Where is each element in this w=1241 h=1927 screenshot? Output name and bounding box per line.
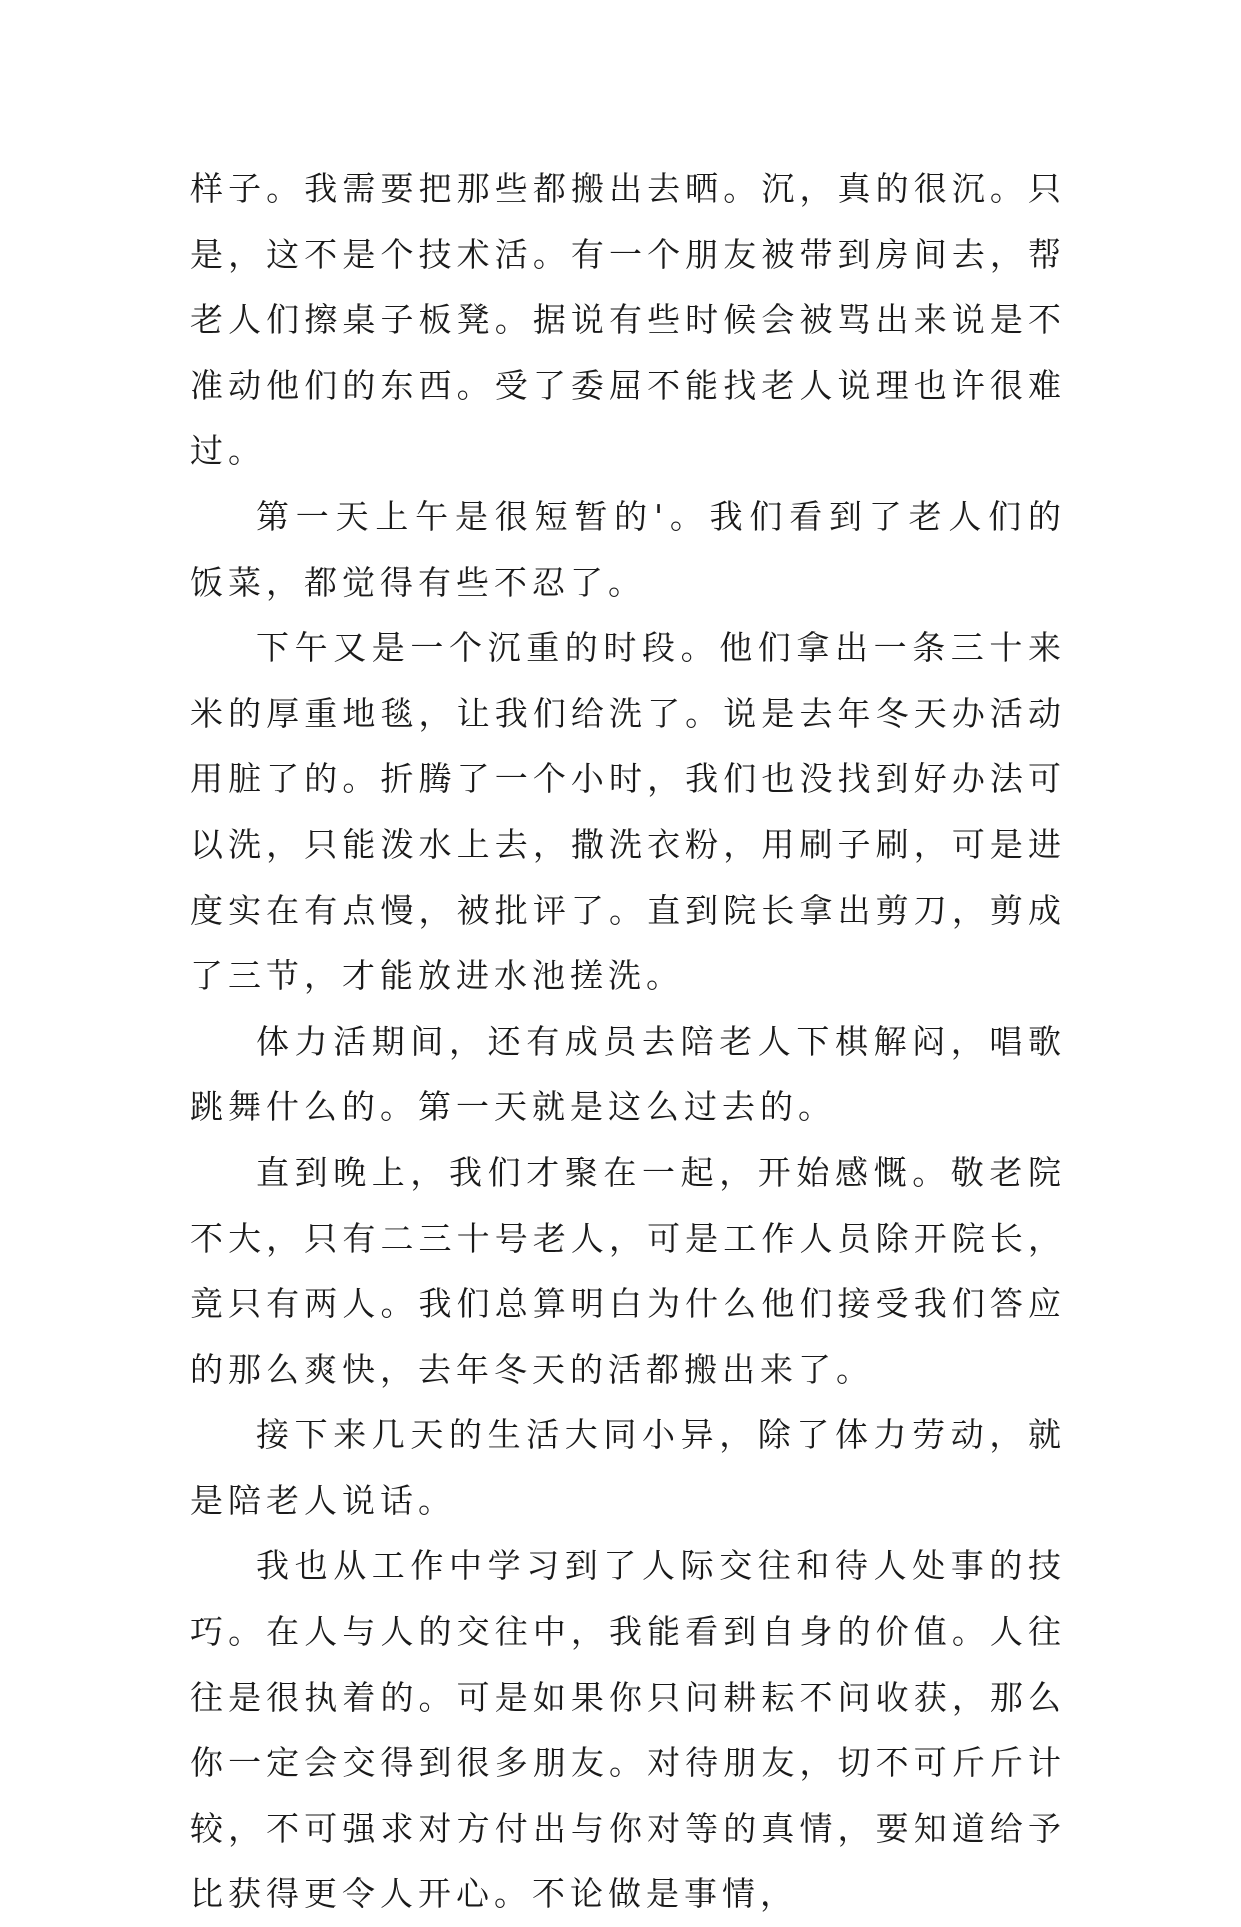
paragraph-2: 第一天上午是很短暂的'。我们看到了老人们的饭菜，都觉得有些不忍了。: [190, 496, 1066, 602]
body-text: [190, 156, 1066, 1927]
paragraph-7: 我也从工作中学习到了人际交往和待人处事的技巧。在人与人的交往中，我能看到自身的价值。人往往是很执着的。可是如果你只问耕耘不问收获，那么你一定会交得到很多朋友。对待朋友，切不可斤斤计较，不可强求对方付出与你对等的真情，要知道给予比获得更令人开心。不论做是事情，: [190, 1546, 1066, 1914]
paragraph-4: 体力活期间，还有成员去陪老人下棋解闷，唱歌跳舞什么的。第一天就是这么过去的。: [190, 1021, 1066, 1127]
paragraph-6: 接下来几天的生活大同小异，除了体力劳动，就是陪老人说话。: [190, 1415, 1066, 1520]
paragraph-3: 下午又是一个沉重的时段。他们拿出一条三十来米的厚重地毯，让我们给洗了。说是去年冬天办活动用脏了的。折腾了一个小时，我们也没找到好办法可以洗，只能泼水上去，撒洗衣粉，用刷子刷，可是进度实在有点慢，被批评了。直到院长拿出剪刀，剪成了三节，才能放进水池搓洗。: [190, 628, 1066, 996]
paragraph-5: 直到晚上，我们才聚在一起，开始感慨。敬老院不大，只有二三十号老人，可是工作人员除开院长，竟只有两人。我们总算明白为什么他们接受我们答应的那么爽快，去年冬天的活都搬出来了。: [190, 1152, 1066, 1389]
paragraph-1: 样子。我需要把那些都搬出去晒。沉，真的很沉。只是，这不是个技术活。有一个朋友被带到房间去，帮老人们擦桌子板凳。据说有些时候会被骂出来说是不准动他们的东西。受了委屈不能找老人说理也许很难过。: [190, 169, 1066, 471]
